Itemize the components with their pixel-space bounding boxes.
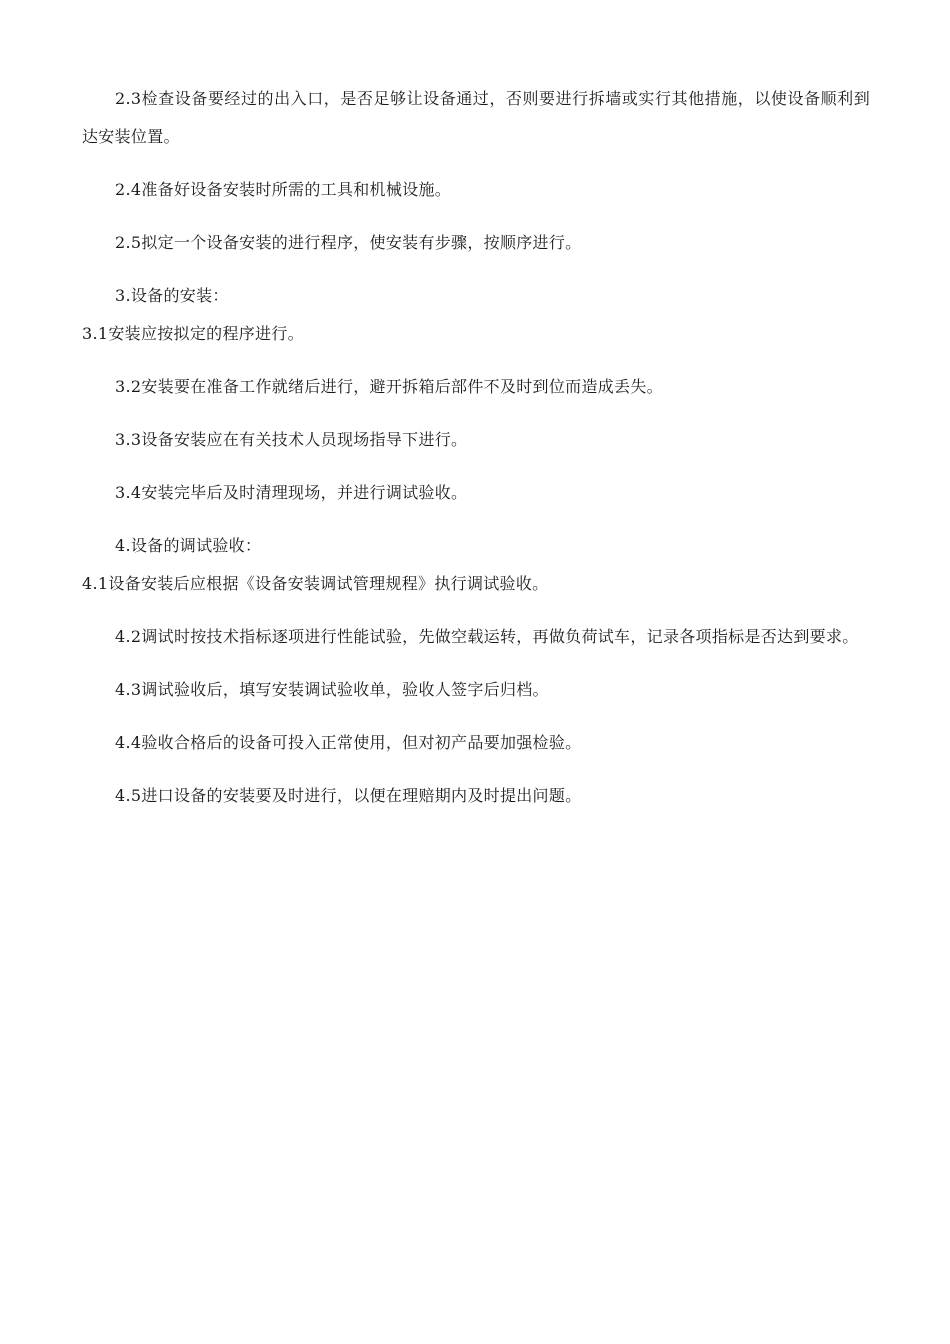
paragraph-3-2: 3.2安装要在准备工作就绪后进行，避开拆箱后部件不及时到位而造成丢失。	[115, 377, 663, 396]
paragraph-4-1: 4.1设备安装后应根据《设备安装调试管理规程》执行调试验收。	[82, 574, 549, 593]
paragraph-3-4: 3.4安装完毕后及时清理现场，并进行调试验收。	[115, 483, 468, 502]
paragraph-4-2: 4.2调试时按技术指标逐项进行性能试验，先做空载运转，再做负荷试车，记录各项指标是否达到要求。	[115, 627, 859, 646]
paragraph-4-5: 4.5进口设备的安装要及时进行，以便在理赔期内及时提出问题。	[115, 786, 582, 805]
paragraph-3-3: 3.3设备安装应在有关技术人员现场指导下进行。	[115, 430, 468, 449]
paragraph-2-5: 2.5拟定一个设备安装的进行程序，使安装有步骤，按顺序进行。	[115, 233, 582, 252]
paragraph-2-3: 2.3检查设备要经过的出入口，是否足够让设备通过，否则要进行拆墙或实行其他措施，以使设备顺利到达安装位置。	[82, 89, 870, 146]
paragraph-4-4: 4.4验收合格后的设备可投入正常使用，但对初产品要加强检验。	[115, 733, 582, 752]
paragraph-2-4: 2.4准备好设备安装时所需的工具和机械设施。	[115, 180, 452, 199]
section-heading-3: 3.设备的安装：	[115, 286, 229, 305]
paragraph-3-1: 3.1安装应按拟定的程序进行。	[82, 324, 304, 343]
document-body	[82, 80, 870, 830]
paragraph-4-3: 4.3调试验收后，填写安装调试验收单，验收人签字后归档。	[115, 680, 549, 699]
section-heading-4: 4.设备的调试验收：	[115, 536, 262, 555]
